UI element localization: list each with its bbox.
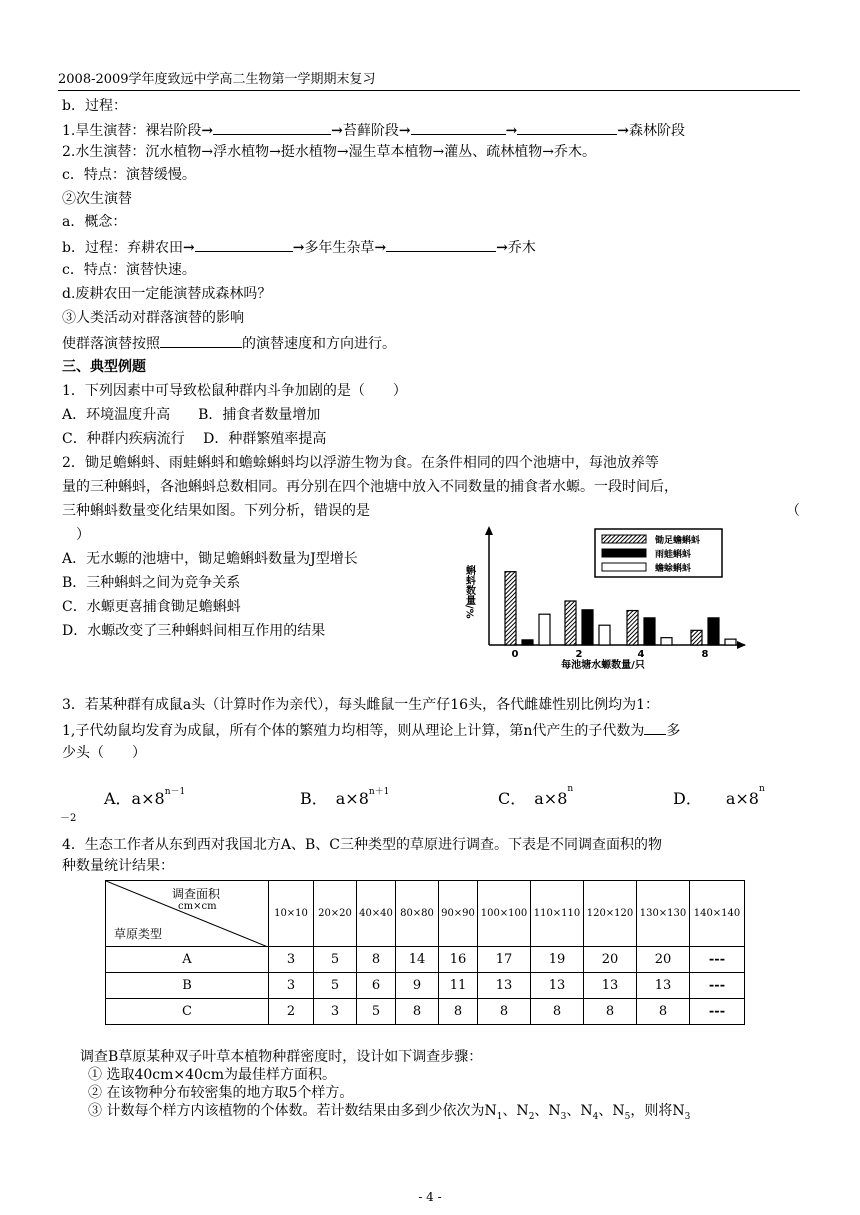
question-1: 1．下列因素中可导致松鼠种群内斗争加剧的是（ ） [62, 383, 407, 399]
table-cell: --- [690, 999, 745, 1025]
page-number: - 4 - [418, 1190, 442, 1204]
table-cell: 13 [637, 973, 690, 999]
corner-label-area: 调查面积 [172, 887, 221, 901]
table-cell: 14 [396, 947, 439, 973]
chart-legend [595, 529, 722, 577]
table-cell: 20 [637, 947, 690, 973]
question-2-line: 量的三种蝌蚪，各池蝌蚪总数相同。再分别在四个池塘中放入不同数量的捕食者水螈。一段时间后， [62, 479, 678, 495]
table-cell: 5 [314, 947, 357, 973]
question-4-line: 4．生态工作者从东到西对我国北方A、B、C三种类型的草原进行调查。下表是不同调查面积的物 [62, 837, 663, 853]
fill-blank[interactable] [517, 120, 617, 135]
column-header: 20×20 [314, 881, 357, 947]
step-3: ③ 计数每个样方内该植物的个体数。若计数结果由多到少依次为$N_1$、$N_2$、$N_3$、$N_4$、$N_5$，则将$N_3$ [88, 1103, 691, 1122]
question-3-option-b: B． $a\times 8^{n+1}$ [300, 787, 390, 808]
question-3-line: 1,子代幼鼠均发育为成鼠，所有个体的繁殖力均相等，则从理论上计算，第n代产生的子代数为 多 [62, 720, 680, 740]
fill-blank[interactable] [160, 333, 242, 348]
fill-blank[interactable] [644, 720, 666, 735]
bar-蟾蜍蝌蚪-4 [661, 638, 672, 645]
text-line-primary-succession: 1.旱生演替：裸岩阶段→ →苔藓阶段→ → →森林阶段 [62, 120, 685, 140]
fill-blank[interactable] [411, 120, 506, 135]
section-title: 三、典型例题 [62, 359, 146, 375]
question-2-line: 三种蝌蚪数量变化结果如图。下列分析，错误的是 [62, 503, 370, 519]
answer-paren-open: （ [786, 503, 800, 519]
table-cell: 16 [439, 947, 478, 973]
table-row [106, 999, 745, 1025]
legend-label: 雨蛙蝌蚪 [655, 550, 692, 560]
bar-锄足蟾蝌蚪-8 [691, 630, 702, 645]
table-row [106, 973, 745, 999]
column-header: 10×10 [269, 881, 314, 947]
step-1: ① 选取40cm×40cm为最佳样方面积。 [88, 1067, 337, 1083]
bar-锄足蟾蝌蚪-2 [565, 601, 576, 645]
corner-label-unit: cm×cm [178, 901, 217, 912]
table-cell: 13 [584, 973, 637, 999]
question-1-options-ab: A．环境温度升高 B．捕食者数量增加 [62, 407, 321, 423]
text-line: b．过程： [62, 98, 127, 114]
table-cell: 8 [478, 999, 531, 1025]
x-tick-label: 8 [701, 649, 709, 660]
text-line: ③人类活动对群落演替的影响 [62, 310, 244, 326]
bar-雨蛙蝌蚪-8 [708, 618, 719, 645]
legend-label: 蟾蜍蝌蚪 [655, 564, 692, 574]
table-cell: 9 [396, 973, 439, 999]
x-tick-label: 2 [575, 649, 583, 660]
x-axis-arrow [737, 641, 746, 649]
survey-table [105, 880, 745, 1025]
x-tick-label: 0 [511, 649, 519, 660]
fill-blank[interactable] [195, 237, 293, 252]
table-row [106, 947, 745, 973]
header-rule [58, 90, 800, 91]
answer-paren-close: ） [76, 527, 90, 543]
table-cell: 3 [269, 973, 314, 999]
table-corner-cell [106, 881, 269, 947]
table-cell: 20 [584, 947, 637, 973]
question-2-option-a: A．无水螈的池塘中，锄足蟾蝌蚪数量为J型增长 [62, 551, 358, 567]
table-cell: 8 [584, 999, 637, 1025]
tadpole-bar-chart [455, 525, 755, 675]
bar-蟾蜍蝌蚪-0 [539, 614, 550, 645]
bar-锄足蟾蝌蚪-4 [627, 611, 638, 645]
table-cell: 17 [478, 947, 531, 973]
column-header: 140×140 [690, 881, 745, 947]
column-header: 90×90 [439, 881, 478, 947]
table-cell: 5 [357, 999, 396, 1025]
fill-blank[interactable] [213, 120, 331, 135]
table-cell: --- [690, 973, 745, 999]
row-label: C [106, 999, 269, 1025]
bar-蟾蜍蝌蚪-2 [599, 625, 610, 645]
row-label: B [106, 973, 269, 999]
step-2: ② 在该物种分布较密集的地方取5个样方。 [88, 1085, 354, 1101]
question-3-option-d-tail: －2 [60, 813, 77, 824]
question-1-options-cd: C．种群内疾病流行 D．种群繁殖率提高 [62, 431, 327, 447]
step-intro: 调查B草原某种双子叶草本植物种群密度时，设计如下调查步骤： [80, 1049, 483, 1065]
legend-swatch [602, 563, 646, 571]
table-cell: 2 [269, 999, 314, 1025]
question-2-option-b: B．三种蝌蚪之间为竞争关系 [62, 575, 241, 591]
table-cell: 5 [314, 973, 357, 999]
table-cell: 8 [396, 999, 439, 1025]
legend-label: 锄足蟾蝌蚪 [655, 536, 701, 546]
table-cell: 11 [439, 973, 478, 999]
table-cell: 8 [439, 999, 478, 1025]
bar-蟾蜍蝌蚪-8 [725, 639, 736, 645]
table-cell: 3 [269, 947, 314, 973]
column-header: 120×120 [584, 881, 637, 947]
column-header: 80×80 [396, 881, 439, 947]
row-label: A [106, 947, 269, 973]
y-axis-label: 蝌蚪数量/% [463, 565, 475, 619]
table-cell: 8 [637, 999, 690, 1025]
y-axis-arrow [485, 526, 493, 535]
page-header: 2008-2009学年度致远中学高二生物第一学期期末复习 [58, 72, 376, 87]
x-tick-label: 4 [637, 649, 645, 660]
bar-雨蛙蝌蚪-4 [644, 618, 655, 645]
legend-swatch [602, 535, 646, 543]
table-cell: 19 [531, 947, 584, 973]
text-line-secondary-succession: b．过程：弃耕农田→ →多年生杂草→ →乔木 [62, 237, 536, 257]
column-header: 40×40 [357, 881, 396, 947]
question-3-option-c: C． $a\times 8^n$ [498, 784, 574, 808]
question-2-option-d: D．水螈改变了三种蝌蚪间相互作用的结果 [62, 623, 326, 639]
table-cell: --- [690, 947, 745, 973]
n-subscript-list: $_1$、$N_2$、$N_3$、$N_4$、$N_5$ [496, 1103, 631, 1122]
table-cell: 13 [531, 973, 584, 999]
table-cell: 3 [314, 999, 357, 1025]
question-3-line: 3．若某种群有成鼠a头（计算时作为亲代），每头雌鼠一生产仔16头，各代雌雄性别比例均为1： [62, 697, 659, 713]
question-3-option-d: D． $a\times 8^n$ [673, 784, 765, 808]
x-axis-label: 每池塘水螈数量/只 [561, 660, 645, 671]
question-2-line: 2．锄足蟾蝌蚪、雨蛙蝌蚪和蟾蜍蝌蚪均以浮游生物为食。在条件相同的四个池塘中，每池放养等 [62, 455, 659, 471]
column-header: 110×110 [531, 881, 584, 947]
fill-blank[interactable] [386, 237, 496, 252]
text-line: a．概念： [62, 214, 127, 230]
question-2-option-c: C．水螈更喜捕食锄足蟾蝌蚪 [62, 599, 241, 615]
table-cell: 13 [478, 973, 531, 999]
text-line: 使群落演替按照 的演替速度和方向进行。 [62, 333, 396, 353]
text-line: ②次生演替 [62, 191, 132, 207]
text-line: d.废耕农田一定能演替成森林吗？ [62, 286, 272, 302]
text-line: 2.水生演替：沉水植物→浮水植物→挺水植物→湿生草本植物→灌丛、疏林植物→乔木。 [62, 144, 597, 160]
table-cell: 6 [357, 973, 396, 999]
bar-锄足蟾蝌蚪-0 [505, 572, 516, 645]
corner-label-type: 草原类型 [114, 927, 163, 941]
question-4-line: 种数量统计结果： [62, 858, 174, 874]
question-3-option-a: A．$a\times 8^{n-1}$ [104, 787, 186, 808]
column-header: 100×100 [478, 881, 531, 947]
text-line: c．特点：演替缓慢。 [62, 167, 196, 183]
question-3-line: 少头（ ） [62, 745, 146, 761]
table-cell: 8 [531, 999, 584, 1025]
bar-雨蛙蝌蚪-2 [582, 610, 593, 645]
column-header: 130×130 [637, 881, 690, 947]
table-cell: 8 [357, 947, 396, 973]
legend-swatch [602, 549, 646, 557]
text-line: c．特点：演替快速。 [62, 262, 196, 278]
bar-雨蛙蝌蚪-0 [522, 640, 533, 645]
